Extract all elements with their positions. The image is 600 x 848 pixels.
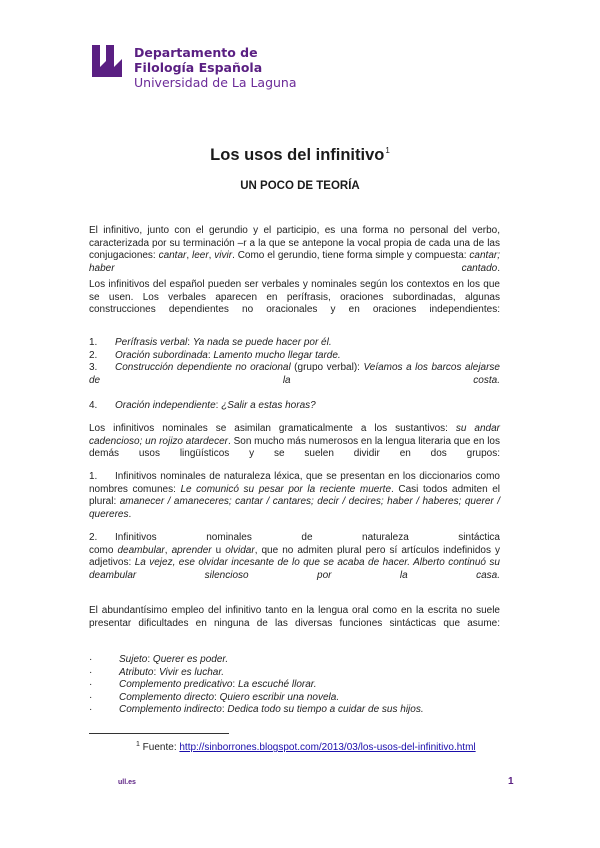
paragraph-4: El abundantísimo empleo del infinitivo tanto en la lengua oral como en la escrita no suele presentar dificultades en ninguna de las diversas funciones sintácticas que asume: (89, 605, 500, 629)
page-subtitle: UN POCO DE TEORÍA (240, 180, 360, 192)
page-number: 1 (508, 776, 514, 787)
list-item: 1. Perífrasis verbal: Ya nada se puede hacer por él. (89, 337, 332, 348)
paragraph-2: Los infinitivos del español pueden ser verbales y nominales según los contextos en los que se usen. Los verbales aparecen en perífrasis, oraciones subordinadas, algunas construcciones dependientes no oracionales y en oraciones independientes: (89, 279, 500, 315)
university-name: Universidad de La Laguna (134, 75, 297, 90)
footnote-label: Fuente: (139, 742, 180, 753)
list-item: 4. Oración independiente: ¿Salir a estas horas? (89, 399, 316, 411)
paragraph-1: El infinitivo, junto con el gerundio y el participio, es una forma no personal del verbo, caracterizada por su terminación –r a la que se antepone la vocal propia de cada una de las conjugaciones: cantar, leer, vivir. Como el gerundio, tiene forma simple y compuesta: cantar; haber cantado. (89, 225, 500, 274)
list-item: · Atributo: Vivir es luchar. (89, 666, 225, 678)
ull-logo-icon (92, 45, 122, 77)
paragraph-3: Los infinitivos nominales se asimilan gramaticalmente a los sustantivos: su andar cadencioso; un rojizo atardecer. Son mucho más numerosos en la lengua literaria que en los demás usos lingüísticos y se suelen dividir en dos grupos: (89, 423, 500, 459)
list-item: · Complemento indirecto: Dedica todo su tiempo a cuidar de sus hijos. (89, 704, 424, 715)
syntactic-functions-list (89, 654, 500, 717)
list-item: · Sujeto: Querer es poder. (89, 654, 229, 665)
list-item: · Complemento predicativo: La escuché llorar. (89, 679, 317, 690)
list-item: · Complemento directo: Quiero escribir una novela. (89, 691, 340, 703)
page-title (0, 146, 600, 165)
list-item: 3. Construcción dependiente no oracional (grupo verbal): Veíamos a los barcos alejarse de la costa. (89, 362, 500, 386)
footnote-mark: 1 (136, 741, 140, 748)
department-header (134, 45, 297, 91)
verbal-uses-list (89, 337, 500, 412)
nominal-type-1: 1. Infinitivos nominales de naturaleza léxica, que se presentan en los diccionarios como nombres comunes: Le comunicó su pesar por la reciente muerte. Casi todos admiten el plural: amanecer / amaneceres; cantar / cantares; decir / decires; haber / haberes; querer / quereres. (89, 471, 500, 520)
dept-line1: Departamento de (134, 45, 258, 60)
footnote-divider (89, 733, 229, 734)
title-text: Los usos del infinitivo (210, 146, 385, 164)
title-footnote-mark: 1 (385, 146, 390, 155)
footnote-source-link[interactable]: http://sinborrones.blogspot.com/2013/03/los-usos-del-infinitivo.html (179, 742, 476, 753)
nominal-type-2: 2. Infinitivos nominales de naturaleza sintáctica como deambular, aprender u olvidar, que no admiten plural pero sí artículos indefinidos y adjetivos: La vejez, ese olvidar incesante de lo que se acaba de hacer. Alberto continuó su deambular silencioso por la casa. (89, 532, 500, 581)
list-item: 2. Oración subordinada: Lamento mucho llegar tarde. (89, 349, 341, 361)
footer-site: ull.es (118, 779, 136, 786)
dept-line2: Filología Española (134, 60, 263, 75)
footnote (136, 741, 476, 753)
